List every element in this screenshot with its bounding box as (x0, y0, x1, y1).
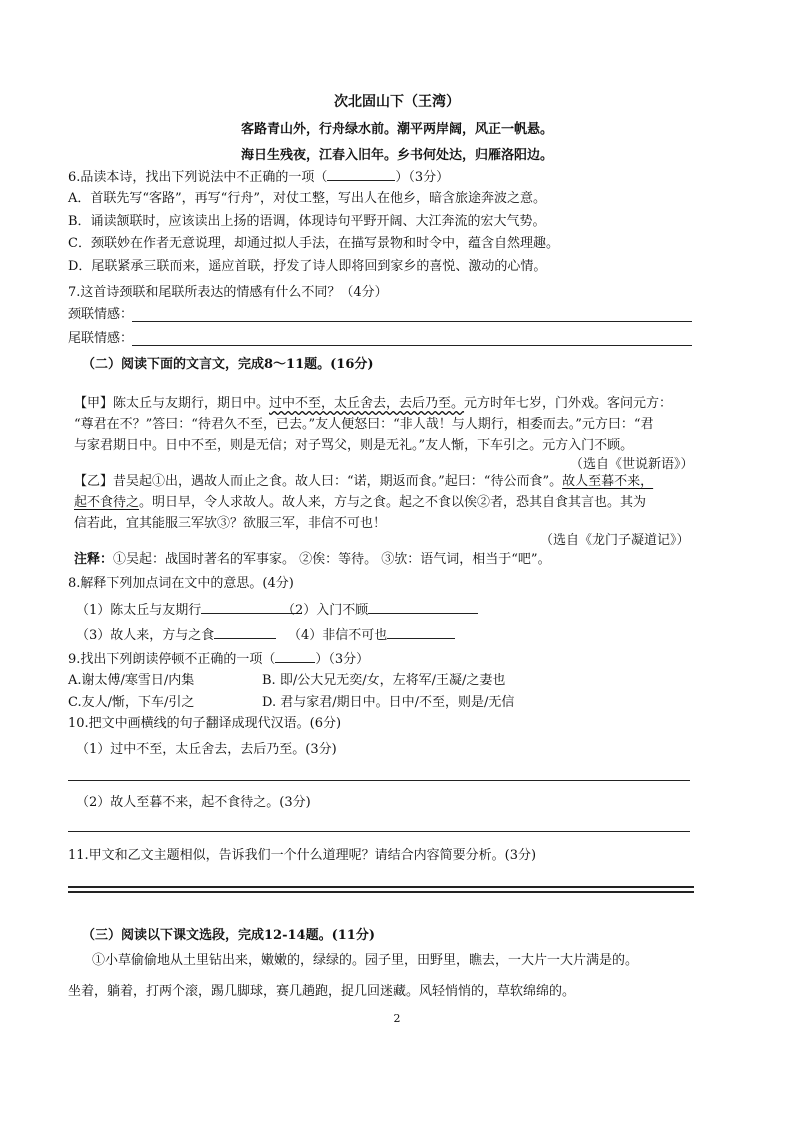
notes-label: 注释： (74, 552, 114, 567)
notes-text: ①吴起：战国时著名的军事家。 ②俟：等待。 ③欤：语气词，相当于“吧”。 (113, 552, 551, 567)
page-number: 2 (393, 1012, 401, 1025)
question-6-score: ）（3分） (395, 170, 450, 185)
q9-option-c: C.友人/惭，下车/引之 (68, 695, 195, 710)
answer-line[interactable] (68, 886, 694, 888)
answer-blank[interactable] (327, 168, 395, 181)
answer-blank[interactable] (387, 626, 455, 639)
jia-text: 元方时年七岁，门外戏。客问元方： (464, 396, 673, 411)
answer-line[interactable] (132, 345, 692, 346)
answer-line[interactable] (68, 831, 690, 832)
yi-source: （选自《龙门子凝道记》） (540, 533, 690, 548)
neck-couplet-label: 颈联情感： (68, 307, 134, 322)
option-b: B．诵读颔联时，应该读出上扬的语调，体现诗句平野开阔、大江奔流的宏大气势。 (68, 214, 546, 229)
question-6-text: 6.品读本诗，找出下列说法中不正确的一项（ (68, 170, 328, 185)
q8-item-text: （3）故人来，方与之食 (76, 628, 215, 643)
tail-couplet-label: 尾联情感： (68, 331, 134, 346)
q9-option-b: B. 即/公大兄无奕/女，左将军/王凝/之妻也 (262, 673, 506, 688)
question-9-score: ）（3分） (315, 652, 370, 667)
passage-jia-line-3: 与家君期日中。日中不至，则是无信；对子骂父，则是无礼。”友人惭，下车引之。元方入门不顾。 (74, 438, 634, 453)
option-a: A．首联先写“客路”，再写“行舟”，对仗工整，写出人在他乡，暗含旅途奔波之意。 (68, 191, 546, 206)
q10-sentence-2: （2）故人至暮不来，起不食待之。(3分) (76, 795, 311, 810)
answer-line[interactable] (68, 780, 690, 781)
passage-jia-line-2: “尊君在不？”答曰：“待君久不至，已去。”友人便怒曰：“非人哉！与人期行，相委而去。”元方曰：“君 (74, 417, 654, 432)
passage-3-line-1: ①小草偷偷地从土里钻出来，嫩嫩的，绿绿的。园子里，田野里，瞧去，一大片一大片满是的。 (92, 953, 639, 968)
q8-item-4 (288, 626, 455, 644)
answer-blank[interactable] (275, 650, 315, 663)
question-9-text: 9.找出下列朗读停顿不正确的一项（ (68, 652, 276, 667)
question-6-stem (68, 168, 449, 186)
option-c: C．颈联妙在作者无意说理，却通过拟人手法，在描写景物和时令中，蕴含自然理趣。 (68, 236, 559, 251)
notes (74, 552, 551, 568)
yi-text: 。明日早，令人求故人。故人来，方与之食。起之不食以俟②者，恐其自食其言也。其为 (139, 495, 647, 510)
yi-underlined-sentence: 故人至暮不来， (562, 474, 654, 489)
yi-text: 【乙】昔吴起①出，遇故人而止之食。故人曰：“诺，期返而食。”起曰：“待公而食”。 (74, 474, 563, 489)
yi-underlined-sentence: 起不食待之 (74, 495, 140, 510)
answer-line[interactable] (68, 891, 694, 893)
passage-jia-line-1 (74, 396, 672, 412)
passage-yi-line-3: 信若此，宜其能服三军欤③？欲服三军，非信不可也！ (74, 516, 387, 531)
section-3-heading: （三）阅读以下课文选段，完成12-14题。(11分) (82, 928, 375, 943)
passage-yi-line-2 (74, 495, 646, 511)
answer-blank[interactable] (214, 626, 276, 639)
passage-yi-line-1 (74, 474, 653, 490)
question-11-stem: 11.甲文和乙文主题相似，告诉我们一个什么道理呢？请结合内容简要分析。(3分) (68, 848, 537, 863)
q8-item-2 (282, 601, 478, 619)
q9-option-d: D. 君与家君/期日中。日中/不至，则是/无信 (262, 695, 515, 710)
option-d: D．尾联紧承三联而来，遥应首联，抒发了诗人即将回到家乡的喜悦、激动的心情。 (68, 259, 547, 274)
question-7-stem: 7.这首诗颈联和尾联所表达的情感有什么不同？（4分） (68, 285, 388, 300)
question-8-stem: 8.解释下列加点词在文中的意思。(4分) (68, 576, 294, 591)
q8-item-3 (76, 626, 276, 644)
question-9-stem (68, 650, 369, 668)
q8-item-text: （2）入门不顾 (282, 603, 369, 618)
jia-source: （选自《世说新语》） (570, 457, 694, 472)
answer-line[interactable] (132, 321, 692, 322)
answer-blank[interactable] (368, 601, 478, 614)
poem-title: 次北固山下（王湾） (334, 94, 460, 110)
section-2-heading: （二）阅读下面的文言文，完成8～11题。(16分) (82, 357, 374, 372)
q8-item-1 (76, 601, 297, 619)
jia-text: 【甲】陈太丘与友期行，期日中。 (74, 396, 270, 411)
q8-item-text: （4）非信不可也 (288, 628, 388, 643)
q9-option-a: A.谢太傅/寒雪日/内集 (68, 673, 195, 688)
q10-sentence-1: （1）过中不至，太丘舍去，去后乃至。(3分) (76, 742, 337, 757)
q8-item-text: （1）陈太丘与友期行 (76, 603, 202, 618)
poem-line-2: 海日生残夜，江春入旧年。乡书何处达，归雁洛阳边。 (240, 148, 553, 163)
passage-3-line-2: 坐着，躺着，打两个滚，踢几脚球，赛几趟跑，捉几回迷藏。风轻悄悄的，草软绵绵的。 (68, 984, 576, 999)
poem-line-1: 客路青山外，行舟绿水前。潮平两岸阔，风正一帆悬。 (240, 122, 553, 137)
jia-underlined-sentence: 过中不至，太丘舍去，去后乃至。 (269, 396, 465, 411)
question-10-stem: 10.把文中画横线的句子翻译成现代汉语。(6分) (68, 716, 342, 731)
